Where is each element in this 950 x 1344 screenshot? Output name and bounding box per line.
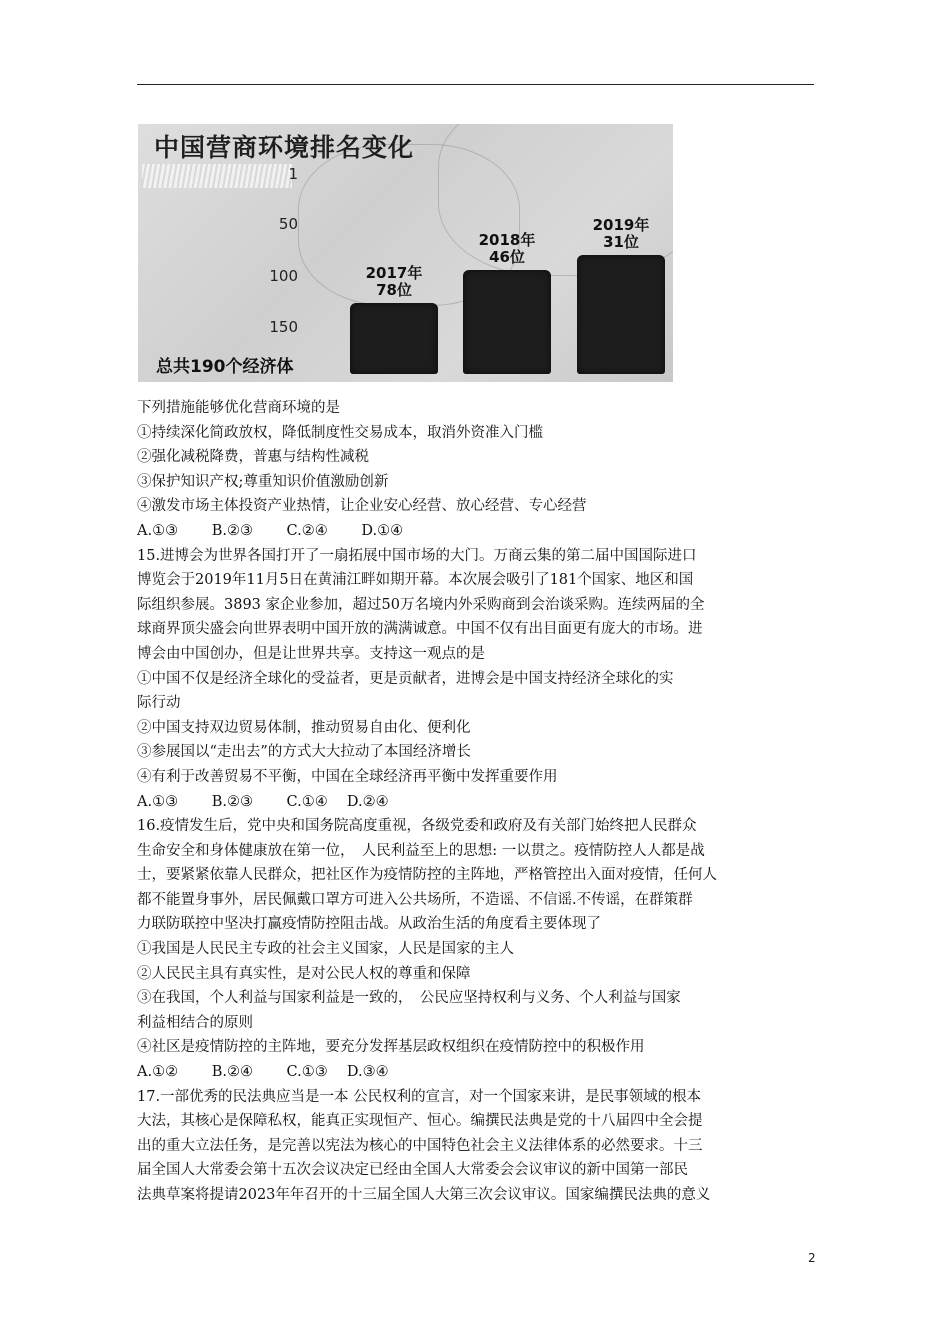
bar-value: 46位 <box>489 248 525 267</box>
text-line: 大法，其核心是保障私权，能真正实现恒产、恒心。编撰民法典是党的十八届四中全会提 <box>137 1113 703 1130</box>
text-line: 都不能置身事外，居民佩戴口罩方可进入公共场所，不造谣、不信谣.不传谣，在群策群 <box>137 891 693 908</box>
text-line: 士，要紧紧依靠人民群众，把社区作为疫情防控的主阵地，严格管控出入面对疫情，任何人 <box>137 867 717 884</box>
text-line: A.①② B.②④ C.①③ D.③④ <box>137 1064 389 1081</box>
text-line: 15.进博会为世界各国打开了一扇拓展中国市场的大门。万商云集的第二届中国国际进口 <box>137 547 697 564</box>
text-line: 法典草案将提请2023年年召开的十三届全国人大第三次会议审议。国家编撰民法典的意义 <box>137 1187 711 1203</box>
y-tick-label: 100 <box>269 266 298 285</box>
bar-label-3 <box>571 217 671 251</box>
text-line: 生命安全和身体健康放在第一位， 人民利益至上的思想: 一以贯之。疫情防控人人都是战 <box>137 842 705 859</box>
text-line: 际行动 <box>137 695 181 712</box>
text-line: 力联防联控中坚决打赢疫情防控阻击战。从政治生活的角度看主要体现了 <box>137 916 601 933</box>
bar-value: 78位 <box>376 281 412 300</box>
text-line: A.①③ B.②③ C.②④ D.①④ <box>137 522 404 539</box>
text-line: ④社区是疫情防控的主阵地，要充分发挥基层政权组织在疫情防控中的积极作用 <box>137 1039 645 1056</box>
text-line: ③保护知识产权;尊重知识价值激励创新 <box>137 473 389 490</box>
text-line: ①持续深化简政放权，降低制度性交易成本，取消外资准入门槛 <box>137 424 543 441</box>
text-line: ①我国是人民民主专政的社会主义国家，人民是国家的主人 <box>137 941 514 958</box>
bar-category: 2018年 <box>478 231 536 250</box>
bar-2 <box>463 270 551 374</box>
text-line: ②人民民主具有真实性，是对公民人权的尊重和保障 <box>137 965 471 982</box>
text-line: ②强化减税降费，普惠与结构性减税 <box>137 449 369 466</box>
chart-title: 中国营商环境排名变化 <box>154 133 415 162</box>
text-line: ④激发市场主体投资产业热情，让企业安心经营、放心经营、专心经营 <box>137 498 587 515</box>
text-line: ②中国支持双边贸易体制，推动贸易自由化、便利化 <box>137 719 471 736</box>
bar-value: 31位 <box>603 232 639 251</box>
text-line: ④有利于改善贸易不平衡，中国在全球经济再平衡中发挥重要作用 <box>137 768 558 785</box>
chart-note: 总共190个经济体 <box>156 357 294 377</box>
text-line: ①中国不仅是经济全球化的受益者，更是贡献者，进博会是中国支持经济全球化的实 <box>137 670 674 687</box>
text-line: 博览会于2019年11月5日在黄浦江畔如期开幕。本次展会吸引了181个国家、地区和国 <box>137 572 694 589</box>
text-line: 利益相结合的原则 <box>137 1014 253 1031</box>
ranking-chart <box>138 124 673 382</box>
question-text <box>137 396 817 1208</box>
text-line: ③参展国以“走出去”的方式大大拉动了本国经济增长 <box>137 744 471 761</box>
text-line: 球商界顶尖盛会向世界表明中国开放的满满诚意。中国不仅有出目面更有庞大的市场。进 <box>137 621 703 638</box>
y-tick-label: 150 <box>269 318 298 337</box>
text-line: 博会由中国创办，但是让世界共享。支持这一观点的是 <box>137 645 485 662</box>
text-line: 下列措施能够优化营商环境的是 <box>137 400 340 416</box>
text-line: 际组织参展。3893 家企业参加，超过50万名境内外采购商到会治谈采购。连续两届的全 <box>137 596 705 613</box>
text-line: 届全国人大常委会第十五次会议决定已经由全国人大常委会会议审议的新中国第一部民 <box>137 1162 688 1179</box>
bar-category: 2017年 <box>365 264 423 283</box>
text-line: 17.一部优秀的民法典应当是一本 公民权利的宣言，对一个国家来讲，是民事领域的根本 <box>137 1088 702 1105</box>
text-line: 出的重大立法任务，是完善以宪法为核心的中国特色社会主义法律体系的必然要求。十三 <box>137 1137 703 1154</box>
text-line: ③在我国，个人利益与国家利益是一致的， 公民应坚持权利与义务、个人利益与国家 <box>137 990 681 1007</box>
y-tick-label: 1 <box>288 165 298 183</box>
bar-category: 2019年 <box>592 215 650 234</box>
bar-label-1 <box>344 265 444 299</box>
y-tick-label: 50 <box>278 215 298 234</box>
bar-3 <box>577 255 665 374</box>
bar-1 <box>350 303 438 374</box>
text-line: 16.疫情发生后，党中央和国务院高度重视，各级党委和政府及有关部门始终把人民群众 <box>137 818 697 835</box>
header-rule <box>137 84 814 85</box>
page-number: 2 <box>808 1251 816 1265</box>
bar-label-2 <box>457 232 557 266</box>
text-line: A.①③ B.②③ C.①④ D.②④ <box>137 793 389 810</box>
